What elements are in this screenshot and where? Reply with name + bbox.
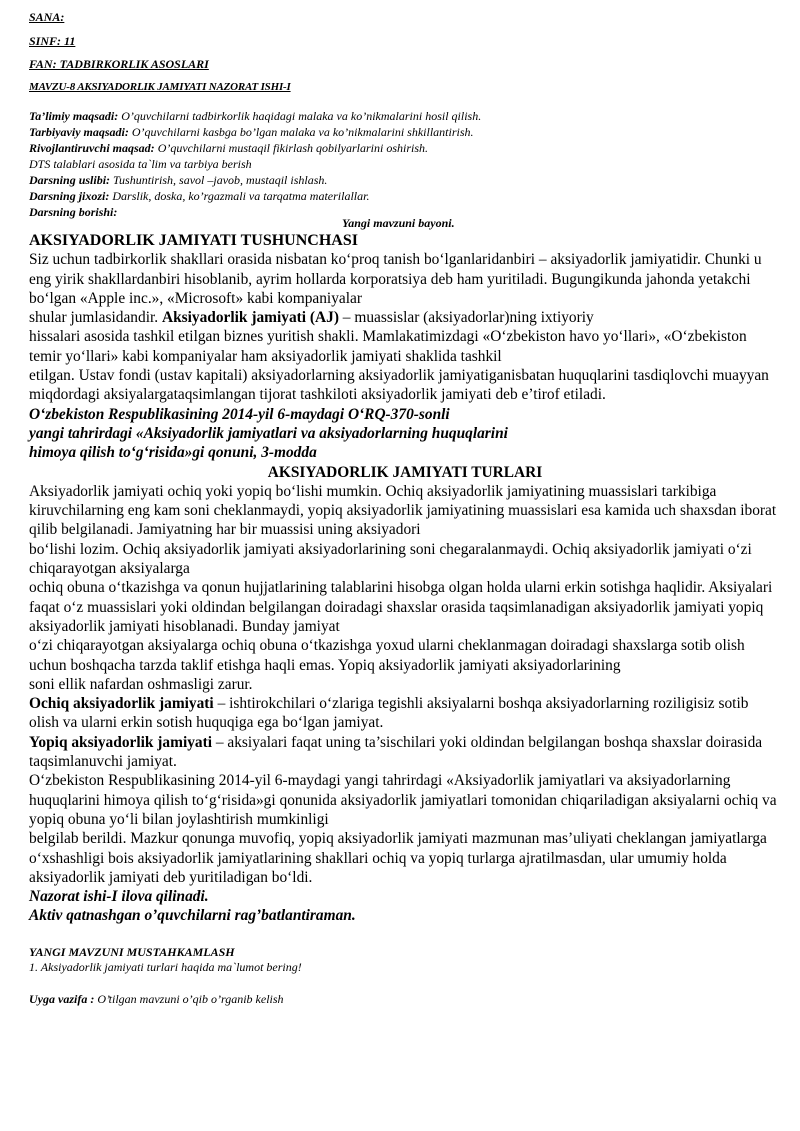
dts-requirement: DTS talablari asosida ta`lim va tarbiya berish bbox=[29, 157, 252, 171]
lesson-progress-label: Darsning borishi: bbox=[29, 205, 118, 219]
law-citation: yangi tahrirdagi «Aksiyadorlik jamiyatlari va aksiyadorlarning huquqlarini bbox=[29, 424, 508, 442]
paragraph: belgilab berildi. Mazkur qonunga muvofiq, yopiq aksiyadorlik jamiyati mazmunan mas’uliyati cheklangan jamiyatlarga o‘xshashligi bois aksiyadorlik jamiyatlarining shakllari ochiq va yopiq turlarga ajratilmasdan, ular umumiy holda aksiyadorlik jamiyati deb yuritiladigan bo‘ldi. bbox=[29, 830, 767, 886]
upbringing-goal: Tarbiyaviy maqsadi: O’quvchilarni kasbga bo’lgan malaka va ko’nikmalarini shkillantirish. bbox=[29, 125, 474, 139]
grade-label: SINF: 11 bbox=[29, 34, 76, 48]
paragraph: O‘zbekiston Respublikasining 2014-yil 6-maydagi yangi tahrirdagi «Aksiyadorlik jamiyatlari va aksiyadorlarning huquqlarini himoya qilish to‘g‘risida»gi qonunida aksiyadorlik jamiyatlari tomonidan chiqariladigan aksiyalarni ochiq va yopiq obuna yo‘li bilan joylashtirish mumkinligi bbox=[29, 772, 777, 828]
paragraph: Aksiyadorlik jamiyati ochiq yoki yopiq bo‘lishi mumkin. Ochiq aksiyadorlik jamiyatining muassislari tarkibiga kiruvchilarning eng kam soni cheklanmaydi, yopiq aksiyadorlik jamiyatining muassislari esa kamida uch shaxsdan iborat qilib belgilanadi. Jamiyatning har bir muassisi uning aksiyadori bbox=[29, 482, 777, 539]
encouragement-note: Aktiv qatnashgan o’quvchilarni rag’batlantiraman. bbox=[29, 907, 356, 925]
control-work-note: Nazorat ishi-I ilova qilinadi. bbox=[29, 888, 209, 906]
paragraph: etilgan. Ustav fondi (ustav kapitali) aksiyadorlarning aksiyadorlik jamiyatiganisbatan huquqlarini tasdiqlovchi muayyan miqdordagi aksiyalargataqsimlangan tijorat tashkiloti aksiyadorlik jamiyati deb e’tirof etiladi. bbox=[29, 367, 769, 404]
subject-label: FAN: TADBIRKORLIK ASOSLARI bbox=[29, 57, 209, 71]
law-citation: himoya qilish to‘g‘risida»gi qonuni, 3-modda bbox=[29, 444, 317, 462]
paragraph: ochiq obuna o‘tkazishga va qonun hujjatlarining talablarini hisobga olgan holda ularni erkin sotishga haqlidir. Aksiyalari faqat o‘z muassislari yoki oldindan belgilangan doiradagi shaxslar orasida taqsimlanadigan aksiyadorlik jamiyati yopiq aksiyadorlik jamiyati hisoblanadi. Bunday jamiyat bbox=[29, 579, 773, 635]
lesson-equipment: Darsning jixozi: Darslik, doska, ko’rgazmali va tarqatma materilallar. bbox=[29, 189, 370, 203]
developmental-goal: Rivojlantiruvchi maqsad: O’quvchilarni mustaqil fikirlash qobilyarlarini oshirish. bbox=[29, 141, 429, 155]
law-citation: O‘zbekiston Respublikasining 2014-yil 6-maydagi O‘RQ-370-sonli bbox=[29, 405, 450, 423]
paragraph: Siz uchun tadbirkorlik shakllari orasida nisbatan ko‘proq tanish bo‘lganlaridanbiri – aksiyadorlik jamiyatidir. Chunki u eng yirik shakllardanbiri hisoblanib, ayrim hollarda korporatsiya deb ham yuritiladi. Bugungikunda jahonda yetakchi bo‘lgan «Apple inc.», «Microsoft» kabi kompaniyalar bbox=[29, 251, 762, 307]
reinforcement-question: 1. Aksiyadorlik jamiyati turlari haqida ma`lumot bering! bbox=[29, 960, 302, 974]
paragraph: bo‘lishi lozim. Ochiq aksiyadorlik jamiyati aksiyadorlarining soni chegaralanmaydi. Ochiq aksiyadorlik jamiyati o‘zi chiqarayotgan aksiyalarga bbox=[29, 540, 752, 578]
lesson-method: Darsning uslibi: Tushuntirish, savol –javob, mustaqil ishlash. bbox=[29, 173, 328, 187]
section-heading-types: AKSIYADORLIK JAMIYATI TURLARI bbox=[267, 463, 543, 481]
new-topic-subheading: Yangi mavzuni bayoni. bbox=[342, 216, 455, 230]
homework: Uyga vazifa : O’tilgan mavzuni o’qib o’rganib kelish bbox=[29, 992, 284, 1006]
date-label: SANA: bbox=[29, 10, 65, 24]
paragraph: hissalari asosida tashkil etilgan biznes yuritish shakli. Mamlakatimizdagi «O‘zbekiston havo yo‘llari», «O‘zbekiston temir yo‘llari» kabi kompaniyalar ham aksiyadorlik jamiyati shaklida tashkil bbox=[29, 328, 747, 365]
educational-goal: Ta’limiy maqsadi: O’quvchilarni tadbirkorlik haqidagi malaka va ko’nikmalarini hosil qilish. bbox=[29, 109, 482, 123]
section-heading-concept: AKSIYADORLIK JAMIYATI TUSHUNCHASI bbox=[29, 232, 358, 249]
lesson-body bbox=[29, 231, 781, 926]
topic-label: MAVZU-8 AKSIYADORLIK JAMIYATI NAZORAT ISHI-I bbox=[29, 81, 291, 93]
lesson-objectives bbox=[29, 108, 481, 220]
paragraph: shular jumlasidandir. Aksiyadorlik jamiyati (AJ) – muassislar (aksiyadorlar)ning ixtiyoriy bbox=[29, 309, 594, 327]
reinforcement-title: YANGI MAVZUNI MUSTAHKAMLASH bbox=[29, 945, 235, 959]
paragraph: o‘zi chiqarayotgan aksiyalarga ochiq obuna o‘tkazishga yoxud ularni cheklanmagan doiradagi shaxslarga sotib olish uchun boshqacha tarzda taklif etishga haqli emas. Yopiq aksiyadorlik jamiyati aksiyadorlarining bbox=[29, 637, 745, 674]
term-joint-stock-company: Aksiyadorlik jamiyati (AJ) bbox=[161, 309, 339, 327]
definition-open-jsc: Ochiq aksiyadorlik jamiyati – ishtirokchilari o‘zlariga tegishli aksiyalarni boshqa aksiyadorlarning roziligisiz sotib olish va ularni erkin sotish huquqiga ega bo‘lgan jamiyat. bbox=[29, 695, 749, 732]
definition-closed-jsc: Yopiq aksiyadorlik jamiyati – aksiyalari faqat uning ta’sischilari yoki oldindan belgilangan boshqa shaxslar doirasida taqsimlanuvchi jamiyat. bbox=[29, 733, 763, 771]
paragraph: soni ellik nafardan oshmasligi zarur. bbox=[29, 675, 253, 693]
reinforcement-section bbox=[29, 945, 302, 975]
